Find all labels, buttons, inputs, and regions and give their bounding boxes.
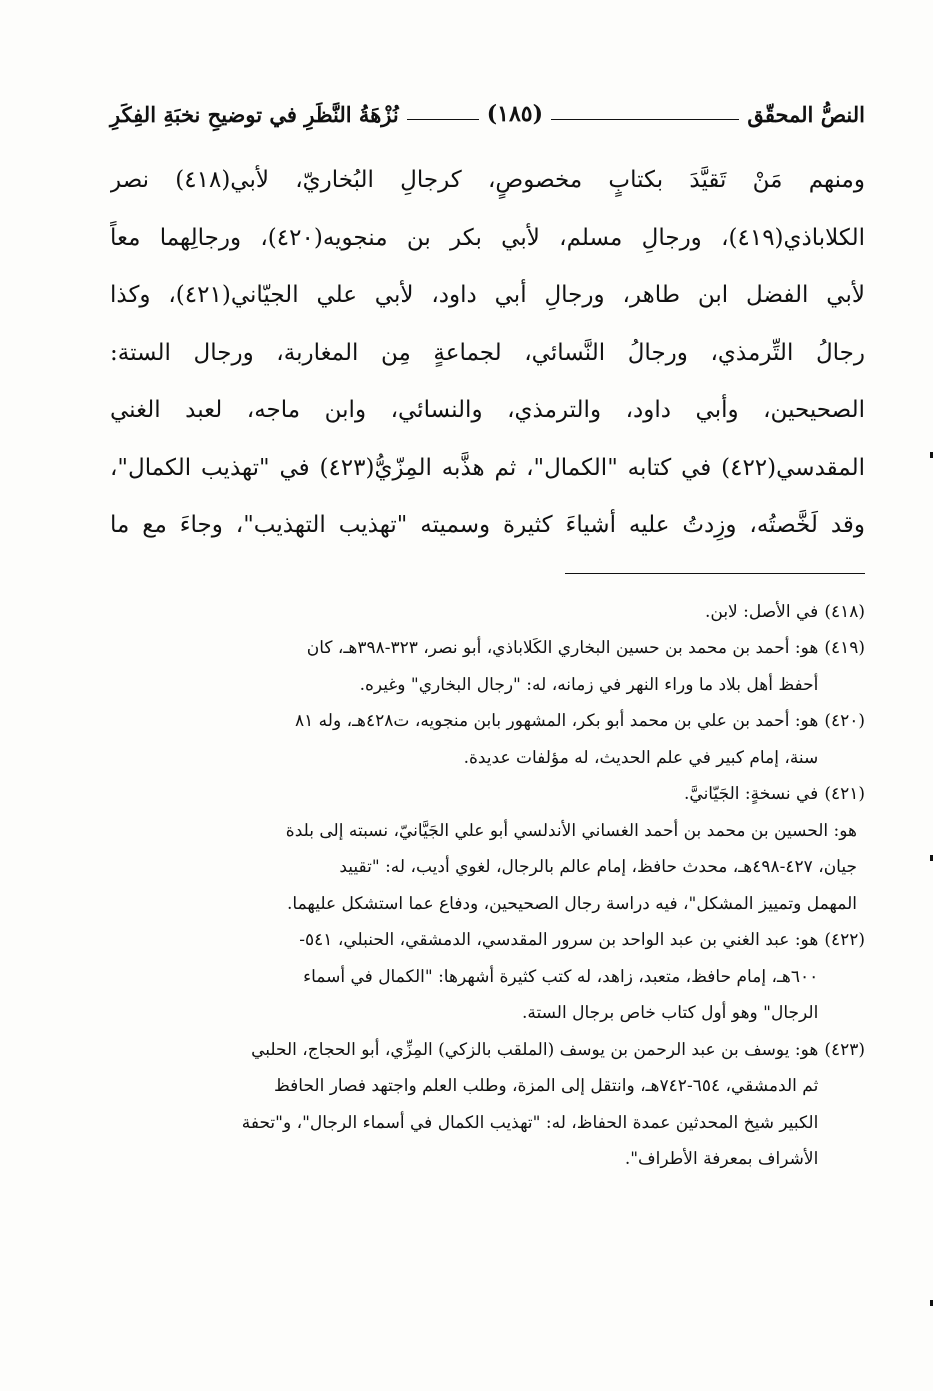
footnote-line: الأشراف بمعرفة الأطراف".: [624, 1149, 819, 1169]
main-text-line: الكلاباذي(٤١٩)، ورجالِ مسلم، لأبي بكر بن منجويه(٤٢٠)، ورجالِهما معاً: [110, 224, 865, 251]
header-section-title: النصُّ المحقّق: [747, 101, 865, 127]
footnote-line: هو: الحسين بن محمد بن أحمد الغساني الأندلسي أبو علي الجَيَّانيّ، نسبته إلى بلدة: [285, 820, 857, 841]
footnote-line: في نسخةٍ: الجَيّانيَّ.: [684, 784, 819, 804]
footnotes: [110, 594, 865, 1178]
footnote-number: (٤٢٣): [824, 1039, 865, 1060]
footnote-421: [110, 776, 865, 813]
footnote-line: أحفظ أهل بلاد ما وراء النهر في زمانه، له: "رجال البخاري" وغيره.: [359, 674, 819, 695]
footnote-422: [110, 922, 865, 1032]
main-text-line: لأبي الفضل ابن طاهر، ورجالِ أبي داود، لأبي علي الجيّاني(٤٢١)، وكذا: [110, 282, 865, 308]
footnote-418: [110, 594, 865, 631]
footnote-line: ٦٠٠هـ، إمام حافظ، متعبد، زاهد، له كتب كثيرة أشهرها: "الكمال في أسماء: [303, 966, 819, 987]
footnote-line: ثم الدمشقي، ٦٥٤-٧٤٢هـ، وانتقل إلى المزة، وطلب العلم واجتهد فصار الحافظ: [274, 1076, 819, 1096]
header-book-title: نُزْهَةُ النَّظَرِ في توضيحِ نخبَةِ الفِكَرِ: [110, 101, 399, 127]
footnote-number: (٤١٨): [824, 601, 865, 622]
page: [110, 96, 865, 1178]
main-text-line: وقد لَخَّصتُه، وزِدتُ عليه أشياءَ كثيرة وسميته "تهذيب التهذيب"، وجاءَ مع ما: [110, 512, 865, 538]
footnote-number: (٤٢١): [824, 784, 865, 804]
footnote-number: (٤٢٠): [824, 711, 865, 731]
footnote-line: سنة، إمام كبير في علم الحديث، له مؤلفات عديدة.: [463, 747, 819, 768]
header-rule: [407, 119, 479, 120]
running-header: [110, 96, 865, 132]
header-rule: [551, 119, 739, 120]
footnote-423: [110, 1032, 865, 1178]
footnote-line: هو: يوسف بن عبد الرحمن بن يوسف (الملقب بالزكي) المِزِّي، أبو الحجاج، الحلبي: [251, 1039, 819, 1060]
footnote-line: الكبير شيخ المحدثين عمدة الحفاظ، له: "تهذيب الكمال في أسماء الرجال"، و"تحفة: [241, 1112, 819, 1133]
footnote-number: (٤١٩): [824, 638, 865, 658]
footnote-line: في الأصل: لابن.: [704, 601, 819, 622]
footnote-line: الرجال" وهو أول كتاب خاص برجال الستة.: [521, 1003, 819, 1023]
footnote-separator: [565, 573, 865, 574]
main-text: [110, 152, 865, 555]
footnote-line: هو: أحمد بن علي بن محمد أبو بكر، المشهور بابن منجويه، ت٤٢٨هـ، وله ٨١: [295, 711, 819, 731]
footnote-line: المهمل وتمييز المشكل"، فيه دراسة رجال الصحيحين، ودفاع عما استشكل عليهما.: [287, 893, 857, 914]
footnote-419: [110, 630, 865, 703]
footnote-line: هو: عبد الغني بن عبد الواحد بن سرور المقدسي، الدمشقي، الحنبلي، ٥٤١-: [299, 930, 819, 950]
page-number: (١٨٥): [486, 101, 543, 127]
footnote-line: جيان، ٤٢٧-٤٩٨هـ، محدث حافظ، إمام عالم بالرجال، لغوي أديب، له: "تقييد: [339, 857, 857, 877]
main-text-line: المقدسي(٤٢٢) في كتابه "الكمال"، ثم هذَّبه المِزّيُّ(٤٢٣) في "تهذيب الكمال"،: [110, 454, 865, 481]
main-text-line: ومنهم مَنْ تَقيَّدَ بكتابٍ مخصوصٍ، كرجالِ البُخاريّ، لأبي(٤١٨) نصر: [110, 167, 865, 193]
footnote-421-continued: [110, 813, 865, 923]
footnote-420: [110, 703, 865, 776]
main-text-line: الصحيحين، وأبي داود، والترمذي، والنسائي، وابن ماجه، لعبد الغني: [110, 397, 865, 423]
footnote-line: هو: أحمد بن محمد بن حسين البخاري الكَلاباذي، أبو نصر، ٣٢٣-٣٩٨هـ، كان: [306, 638, 819, 658]
footnote-number: (٤٢٢): [824, 930, 865, 950]
main-text-line: رجالُ التِّرمذي، ورجالُ النَّسائي، لجماعةٍ مِن المغاربة، ورجال الستة:: [110, 339, 865, 366]
